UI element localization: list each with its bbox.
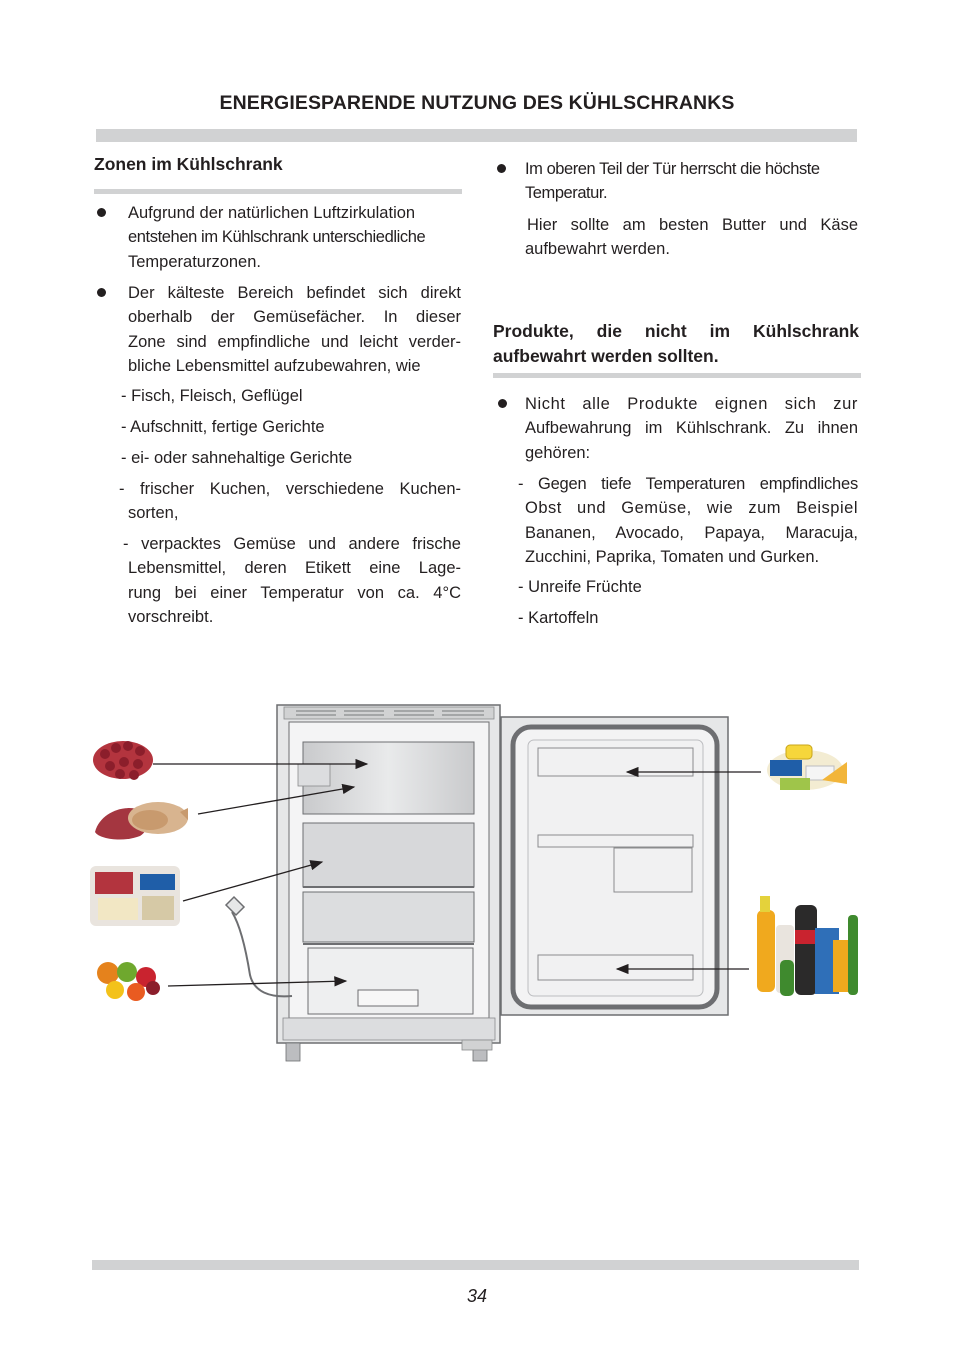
text-line: Der kälteste Bereich befindet sich direkt bbox=[128, 284, 461, 302]
bullet-icon bbox=[97, 288, 106, 297]
text-line: rung bei einer Temperatur von ca. 4°C bbox=[128, 583, 461, 602]
text-line: Produkte, die nicht im Kühlschrank bbox=[493, 321, 859, 341]
right-dash-2: - Unreife Früchte bbox=[518, 578, 642, 596]
bullet-icon bbox=[498, 399, 507, 408]
left-dash-5 bbox=[123, 532, 461, 629]
text-line: bliche Lebensmittel aufzubewahren, wie bbox=[128, 356, 421, 375]
right-bullet-2 bbox=[525, 392, 858, 465]
fruit-icon bbox=[97, 962, 160, 1001]
left-dash-3: - ei- oder sahnehaltige Gerichte bbox=[121, 449, 353, 467]
title-rule bbox=[96, 129, 857, 142]
text-line: sorten, bbox=[128, 504, 179, 523]
footer-rule bbox=[92, 1260, 859, 1270]
fridge-door bbox=[501, 717, 728, 1015]
text-line: Bananen, Avocado, Papaya, Maracuja, bbox=[525, 523, 858, 542]
text-line: oberhalb der Gemüsefächer. In dieser bbox=[128, 308, 461, 327]
text-line: Zucchini, Paprika, Tomaten und Gurken. bbox=[525, 547, 820, 566]
berries-icon bbox=[93, 741, 153, 780]
left-dash-4 bbox=[119, 477, 461, 526]
text-line: - frischer Kuchen, verschiedene Kuchen- bbox=[119, 480, 461, 498]
left-dash-1: - Fisch, Fleisch, Geflügel bbox=[121, 387, 303, 405]
meat-poultry-icon bbox=[95, 802, 188, 839]
left-heading-rule bbox=[94, 189, 462, 194]
right-heading bbox=[493, 319, 859, 369]
left-bullet-1 bbox=[128, 201, 461, 274]
right-heading-rule bbox=[493, 373, 861, 378]
right-dash-3: - Kartoffeln bbox=[518, 609, 599, 627]
text-line: Nicht alle Produkte eignen sich zur bbox=[525, 395, 858, 413]
page-number: 34 bbox=[466, 1286, 488, 1306]
fridge-cabinet bbox=[277, 705, 500, 1061]
text-line: entstehen im Kühlschrank unterschiedliche bbox=[128, 228, 426, 247]
right-paragraph bbox=[525, 213, 858, 262]
text-line: Hier sollte am besten Butter und Käse bbox=[527, 216, 858, 234]
right-dash-1 bbox=[518, 472, 858, 569]
text-line: Temperaturzonen. bbox=[128, 252, 261, 271]
text-line: Lebensmittel, deren Etikett eine Lage- bbox=[128, 559, 461, 578]
right-bullet-1 bbox=[525, 157, 858, 206]
text-line: aufbewahrt werden. bbox=[525, 240, 670, 259]
text-line: vorschreibt. bbox=[128, 607, 214, 626]
page-title: ENERGIESPARENDE NUTZUNG DES KÜHLSCHRANKS bbox=[219, 92, 735, 114]
text-line: aufbewahrt werden sollten. bbox=[493, 346, 719, 366]
text-line: - Gegen tiefe Temperaturen empfindliches bbox=[518, 475, 858, 493]
text-line: Temperatur. bbox=[525, 184, 608, 203]
packaged-food-icon bbox=[90, 866, 180, 926]
text-line: - verpacktes Gemüse und andere frische bbox=[123, 535, 461, 553]
left-heading: Zonen im Kühlschrank bbox=[94, 154, 283, 174]
text-line: Im oberen Teil der Tür herrscht die höchste bbox=[525, 160, 820, 178]
drinks-icon bbox=[757, 896, 858, 996]
text-line: gehören: bbox=[525, 443, 591, 462]
dairy-cheese-icon bbox=[767, 745, 847, 790]
text-line: Zone sind empfindliche und leicht verder- bbox=[128, 332, 461, 351]
bullet-icon bbox=[497, 164, 506, 173]
left-bullet-2 bbox=[128, 281, 461, 378]
fridge-illustration bbox=[0, 690, 954, 1070]
text-line: Aufgrund der natürlichen Luftzirkulation bbox=[128, 204, 416, 222]
text-line: Aufbewahrung im Kühlschrank. Zu ihnen bbox=[525, 419, 858, 438]
plug-icon bbox=[226, 897, 244, 915]
left-dash-2: - Aufschnitt, fertige Gerichte bbox=[121, 418, 325, 436]
text-line: Obst und Gemüse, wie zum Beispiel bbox=[525, 499, 858, 518]
bullet-icon bbox=[97, 208, 106, 217]
